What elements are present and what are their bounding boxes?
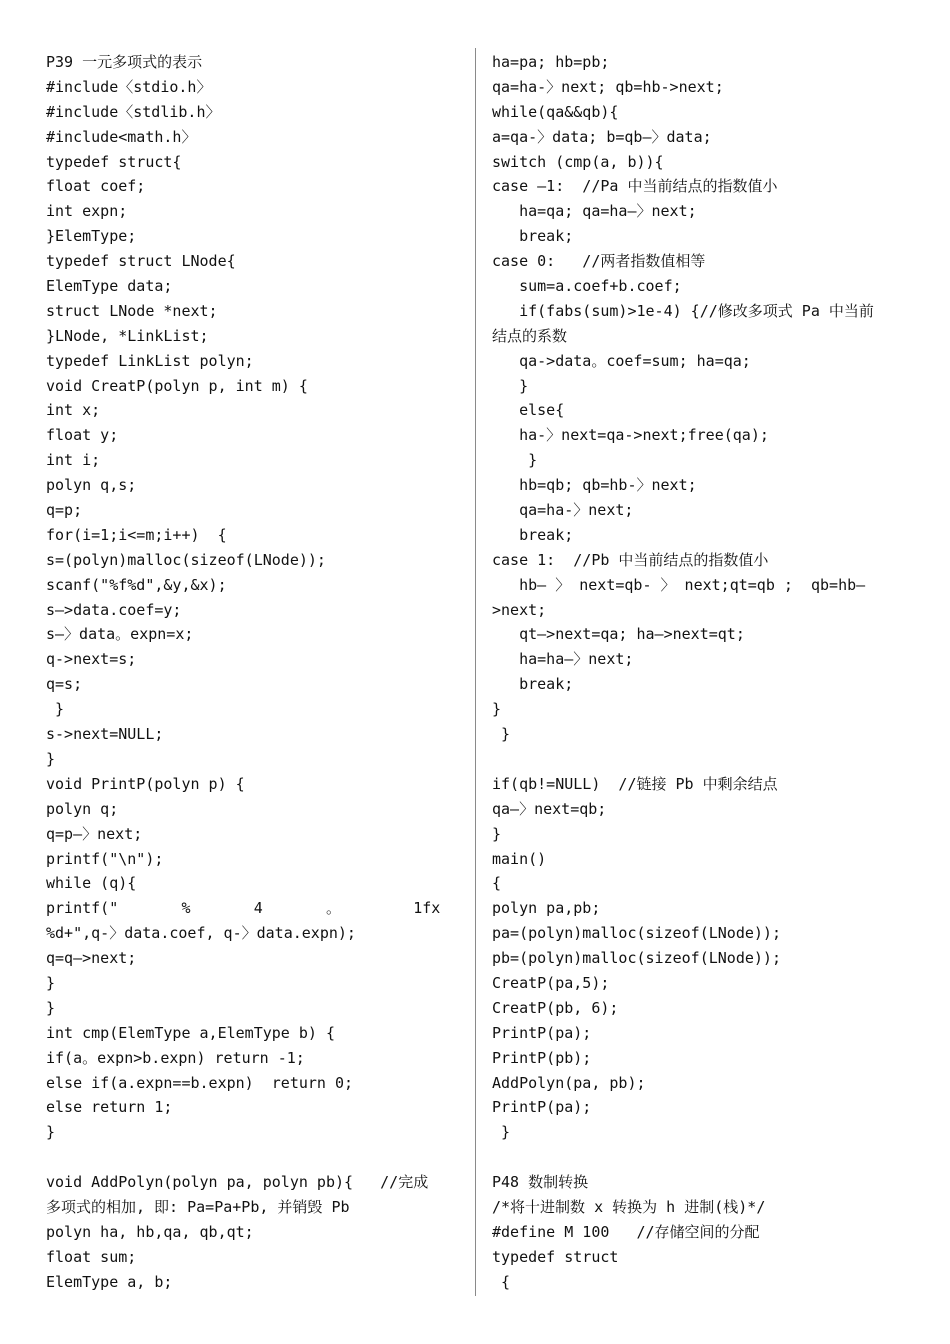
code-line: } <box>46 749 56 768</box>
code-line: a=qa-〉data; b=qb—〉data; <box>492 127 712 146</box>
code-line: polyn q; <box>46 799 119 818</box>
code-line: s->next=NULL; <box>46 725 164 744</box>
code-line: ha=ha—〉next; <box>492 650 634 669</box>
code-line: break; <box>492 525 574 544</box>
code-line: qt—>next=qa; ha—>next=qt; <box>492 625 745 644</box>
code-line: if(a。expn>b.expn) return -1; <box>46 1048 305 1067</box>
code-line: ha-〉next=qa->next;free(qa); <box>492 426 769 445</box>
code-line: qa=ha-〉next; <box>492 501 634 520</box>
code-line <box>492 1145 910 1170</box>
left-column <box>46 50 460 1295</box>
code-line: q=q—>next; <box>46 949 137 968</box>
code-line: struct LNode *next; <box>46 301 218 320</box>
code-line: typedef struct LNode{ <box>46 252 236 271</box>
code-line: scanf("%f%d",&y,&x); <box>46 575 227 594</box>
code-line: if(qb!=NULL) //链接 Pb 中剩余结点 <box>492 774 778 793</box>
code-line: void CreatP(polyn p, int m) { <box>46 376 308 395</box>
code-line: typedef struct <box>492 1247 619 1266</box>
code-line: AddPolyn(pa, pb); <box>492 1073 646 1092</box>
code-line: case —1: //Pa 中当前结点的指数值小 <box>492 177 778 196</box>
code-line: hb=qb; qb=hb-〉next; <box>492 476 697 495</box>
code-line: qa=ha-〉next; qb=hb->next; <box>492 77 724 96</box>
code-line: } <box>46 1123 56 1142</box>
code-line <box>46 1145 460 1170</box>
code-line: ElemType a, b; <box>46 1272 173 1291</box>
code-line: qa—〉next=qb; <box>492 799 607 818</box>
code-line: CreatP(pb, 6); <box>492 998 619 1017</box>
code-line: for(i=1;i<=m;i++) { <box>46 525 227 544</box>
code-line: } <box>46 973 56 992</box>
code-line: printf(" % 4 。 1fx <box>46 899 441 918</box>
code-line: sum=a.coef+b.coef; <box>492 277 682 296</box>
code-line: { <box>492 1272 511 1291</box>
code-line: switch (cmp(a, b)){ <box>492 152 664 171</box>
code-line: case 1: //Pb 中当前结点的指数值小 <box>492 550 769 569</box>
code-line: ha=qa; qa=ha—〉next; <box>492 202 697 221</box>
code-line: #include〈stdlib.h〉 <box>46 102 221 121</box>
code-line: int expn; <box>46 202 128 221</box>
code-line: pb=(polyn)malloc(sizeof(LNode)); <box>492 949 781 968</box>
code-line: /*将十进制数 x 转换为 h 进制(栈)*/ <box>492 1197 766 1216</box>
code-line: %d+",q-〉data.coef, q-〉data.expn); <box>46 924 356 943</box>
code-line: PrintP(pb); <box>492 1048 592 1067</box>
code-line: s=(polyn)malloc(sizeof(LNode)); <box>46 550 326 569</box>
code-line: #include<math.h〉 <box>46 127 197 146</box>
code-line: 多项式的相加, 即: Pa=Pa+Pb, 并销毁 Pb <box>46 1197 350 1216</box>
code-line: hb— 〉 next=qb- 〉 next;qt=qb ; qb=hb— <box>492 575 866 594</box>
code-line: break; <box>492 675 574 694</box>
code-line: float sum; <box>46 1247 137 1266</box>
code-line: P39 一元多项式的表示 <box>46 53 203 71</box>
code-line: P48 数制转换 <box>492 1173 589 1192</box>
code-line: } <box>492 725 511 744</box>
code-line: else return 1; <box>46 1098 173 1117</box>
code-line: >next; <box>492 600 547 619</box>
code-line: else if(a.expn==b.expn) return 0; <box>46 1073 354 1092</box>
code-line: } <box>492 376 529 395</box>
code-line: typedef LinkList polyn; <box>46 351 254 370</box>
code-line: pa=(polyn)malloc(sizeof(LNode)); <box>492 924 781 943</box>
code-line: float y; <box>46 426 119 445</box>
code-line: void PrintP(polyn p) { <box>46 774 245 793</box>
code-line: PrintP(pa); <box>492 1098 592 1117</box>
code-line: polyn ha, hb,qa, qb,qt; <box>46 1222 254 1241</box>
code-line: } <box>492 700 502 719</box>
code-line: ElemType data; <box>46 277 173 296</box>
code-line: } <box>492 451 538 470</box>
code-line: int cmp(ElemType a,ElemType b) { <box>46 1023 335 1042</box>
code-line: q=p; <box>46 501 83 520</box>
code-line: int i; <box>46 451 101 470</box>
code-line: #define M 100 //存储空间的分配 <box>492 1222 760 1241</box>
code-line: float coef; <box>46 177 146 196</box>
code-line: while (q){ <box>46 874 137 893</box>
code-line: q->next=s; <box>46 650 137 669</box>
code-line: 结点的系数 <box>492 326 568 345</box>
code-line: }ElemType; <box>46 227 137 246</box>
code-line: { <box>492 874 502 893</box>
code-line: case 0: //两者指数值相等 <box>492 252 706 271</box>
code-line: q=p—〉next; <box>46 824 143 843</box>
code-line: polyn q,s; <box>46 476 137 495</box>
code-line: }LNode, *LinkList; <box>46 326 209 345</box>
code-line: void AddPolyn(polyn pa, polyn pb){ //完成 <box>46 1173 429 1192</box>
code-line: polyn pa,pb; <box>492 899 601 918</box>
column-divider <box>475 48 476 1296</box>
code-line: } <box>492 1123 511 1142</box>
code-line: PrintP(pa); <box>492 1023 592 1042</box>
code-line <box>492 747 910 772</box>
code-line: int x; <box>46 401 101 420</box>
code-line: } <box>46 700 65 719</box>
code-line: s—>data.coef=y; <box>46 600 182 619</box>
code-line: q=s; <box>46 675 83 694</box>
code-line: CreatP(pa,5); <box>492 973 610 992</box>
code-line: printf("\n"); <box>46 849 164 868</box>
code-line: qa->data。coef=sum; ha=qa; <box>492 351 751 370</box>
code-line: #include〈stdio.h〉 <box>46 77 212 96</box>
code-line: s—〉data。expn=x; <box>46 625 194 644</box>
code-line: if(fabs(sum)>1e-4) {//修改多项式 Pa 中当前 <box>492 301 874 320</box>
code-line: } <box>492 824 502 843</box>
code-line: break; <box>492 227 574 246</box>
code-line: while(qa&&qb){ <box>492 102 619 121</box>
code-line: else{ <box>492 401 565 420</box>
code-line: ha=pa; hb=pb; <box>492 53 610 71</box>
code-line: typedef struct{ <box>46 152 182 171</box>
right-column <box>492 50 910 1295</box>
code-line: } <box>46 998 56 1017</box>
code-line: main() <box>492 849 547 868</box>
